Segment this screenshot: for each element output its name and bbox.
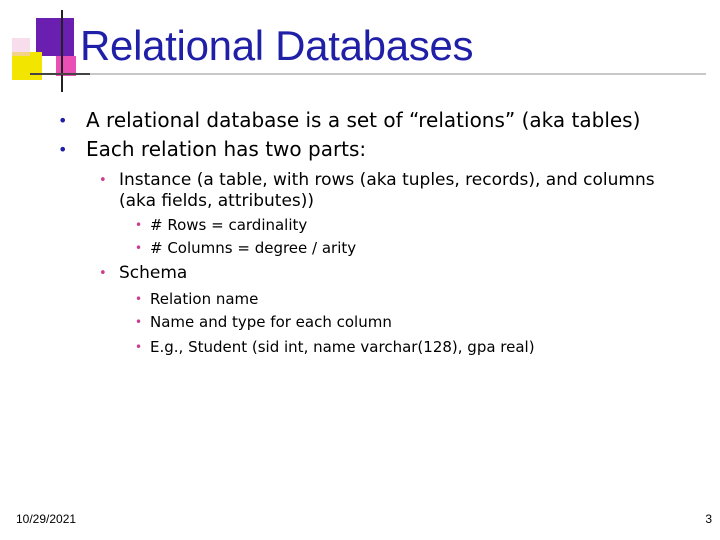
bullet-icon: • — [99, 266, 107, 281]
sub-bullet-text — [119, 170, 655, 212]
detail-item — [135, 214, 307, 236]
detail-item — [135, 288, 258, 310]
bullet-icon: • — [135, 315, 143, 329]
detail-item — [135, 311, 392, 333]
detail-text: # Columns = degree / arity — [150, 239, 357, 257]
bullet-icon: • — [99, 173, 107, 188]
bullet-icon: • — [58, 111, 68, 130]
detail-text: E.g., Student (sid int, name varchar(128), gpa real) — [150, 338, 535, 356]
bullet-text: Each relation has two parts: — [86, 137, 367, 161]
footer-date: 10/29/2021 — [16, 512, 77, 526]
sub-bullet-item — [99, 263, 187, 284]
bullet-icon: • — [135, 292, 143, 306]
sub-bullet-line: (aka fields, attributes)) — [119, 191, 315, 211]
bullet-icon: • — [135, 340, 143, 354]
bullet-icon: • — [135, 218, 143, 232]
bullet-text: A relational database is a set of “relations” (aka tables) — [86, 108, 641, 132]
detail-text: Relation name — [150, 290, 259, 308]
sub-bullet-text: Schema — [119, 263, 188, 283]
bullet-icon: • — [58, 140, 68, 159]
slide-title: Relational Databases — [80, 22, 474, 69]
bullet-item — [58, 107, 640, 134]
sub-bullet-line: Instance (a table, with rows (aka tuples, records), and columns — [119, 170, 655, 190]
bullet-icon: • — [135, 241, 143, 255]
sub-bullet-item — [99, 170, 655, 212]
bullet-item — [58, 136, 366, 163]
page-number: 3 — [705, 512, 712, 526]
detail-item — [135, 237, 356, 259]
detail-text: Name and type for each column — [150, 313, 392, 331]
detail-item — [135, 336, 535, 358]
detail-text: # Rows = cardinality — [150, 216, 308, 234]
